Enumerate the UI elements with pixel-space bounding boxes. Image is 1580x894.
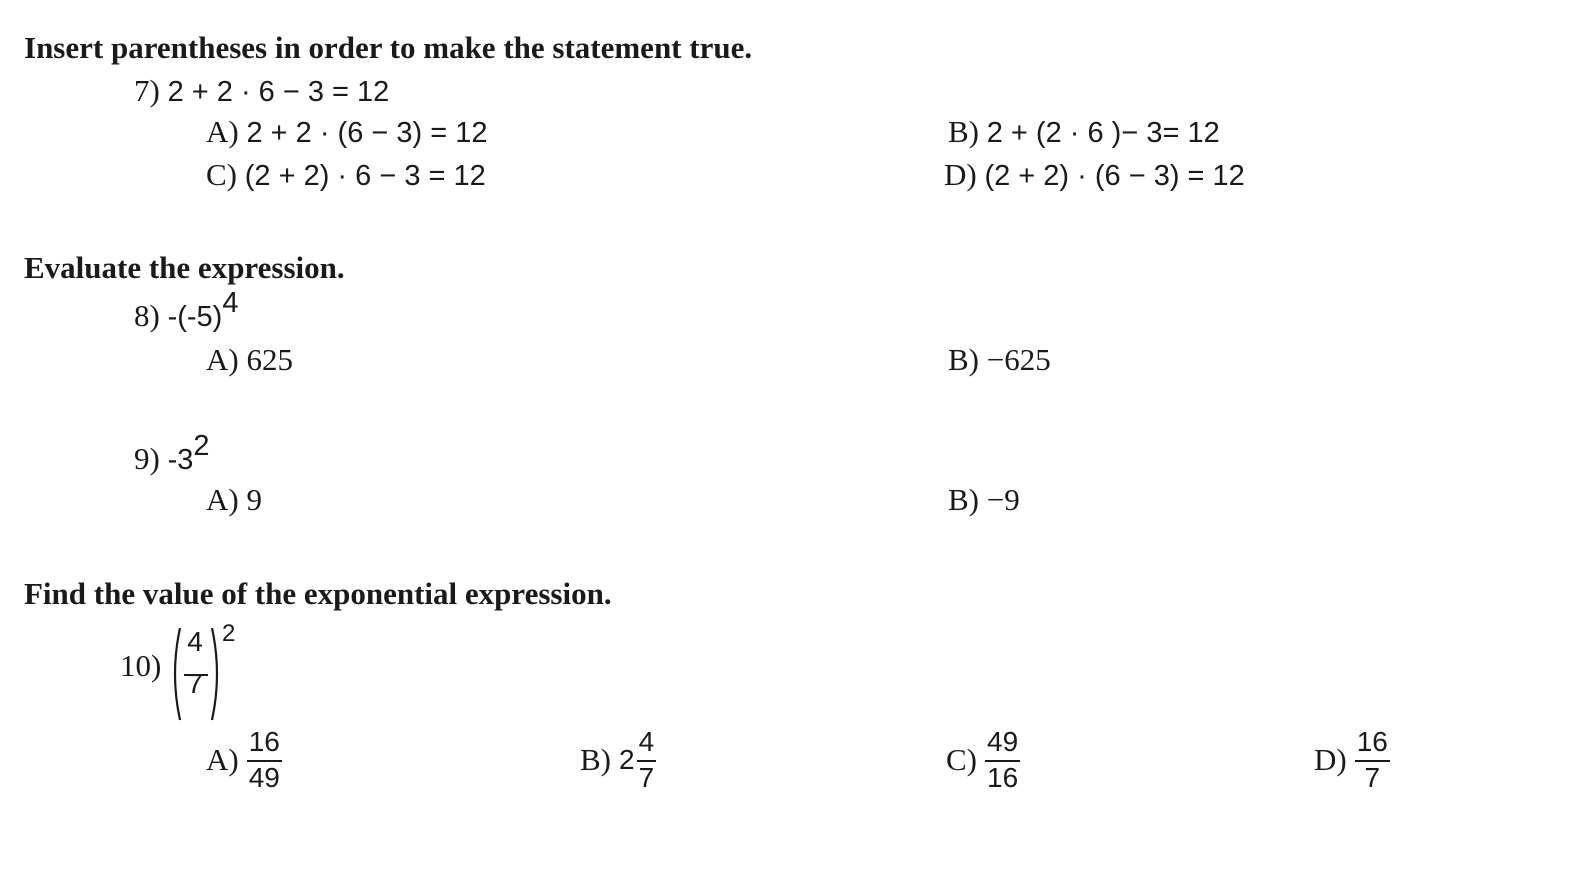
problem-base: -(-5) bbox=[167, 301, 223, 333]
problem-9 bbox=[134, 430, 210, 477]
option-text: 2 + (2 · 6 )− 3= 12 bbox=[986, 117, 1220, 149]
option-8b[interactable] bbox=[948, 342, 1051, 378]
right-paren bbox=[212, 628, 217, 720]
option-label: A) bbox=[206, 742, 239, 777]
option-text: 2 + 2 · (6 − 3) = 12 bbox=[246, 117, 488, 149]
option-denominator: 7 bbox=[638, 761, 655, 793]
section-heading-evaluate: Evaluate the expression. bbox=[24, 250, 345, 285]
option-text: (2 + 2) · (6 − 3) = 12 bbox=[984, 160, 1245, 192]
problem-number: 10) bbox=[120, 648, 162, 683]
option-text: (2 + 2) · 6 − 3 = 12 bbox=[244, 160, 486, 192]
option-whole: 2 bbox=[619, 744, 635, 775]
option-8a[interactable] bbox=[206, 342, 293, 378]
option-7d[interactable] bbox=[944, 157, 1245, 193]
fraction-denominator: 7 bbox=[187, 668, 203, 699]
problem-number: 9) bbox=[134, 441, 160, 476]
option-label: C) bbox=[206, 157, 237, 192]
problem-10 bbox=[120, 648, 161, 684]
section-heading-exponential: Find the value of the exponential expression. bbox=[24, 576, 612, 611]
option-label: B) bbox=[580, 742, 611, 777]
option-denominator: 7 bbox=[1364, 761, 1381, 793]
option-label: A) bbox=[206, 114, 239, 149]
option-numerator: 16 bbox=[247, 727, 282, 761]
option-10b[interactable] bbox=[580, 722, 656, 798]
option-9a[interactable] bbox=[206, 482, 262, 518]
option-label: C) bbox=[946, 742, 977, 777]
problem-8 bbox=[134, 287, 239, 334]
option-numerator: 16 bbox=[1355, 727, 1390, 761]
option-7a[interactable] bbox=[206, 114, 487, 150]
option-7b[interactable] bbox=[948, 114, 1220, 150]
option-denominator: 16 bbox=[987, 761, 1019, 793]
option-text: 9 bbox=[246, 482, 262, 517]
option-label: B) bbox=[948, 482, 979, 517]
option-fraction bbox=[1355, 727, 1390, 792]
problem-number: 8) bbox=[134, 298, 160, 333]
option-10c[interactable] bbox=[946, 722, 1020, 798]
problem-7 bbox=[134, 73, 389, 109]
section-heading-insert-parentheses: Insert parentheses in order to make the statement true. bbox=[24, 30, 753, 65]
option-text: −9 bbox=[986, 482, 1020, 517]
option-text: 625 bbox=[246, 342, 293, 377]
problem-number: 7) bbox=[134, 73, 160, 108]
problem-exponent: 2 bbox=[193, 430, 210, 462]
option-7c[interactable] bbox=[206, 157, 486, 193]
option-label: D) bbox=[944, 157, 977, 192]
option-10d[interactable] bbox=[1314, 722, 1390, 798]
option-numerator: 4 bbox=[637, 727, 657, 761]
option-label: A) bbox=[206, 342, 239, 377]
option-numerator: 49 bbox=[985, 727, 1020, 761]
option-fraction bbox=[637, 727, 657, 792]
option-9b[interactable] bbox=[948, 482, 1020, 518]
problem-exponent: 2 bbox=[222, 620, 236, 647]
problem-base: -3 bbox=[167, 444, 194, 476]
fraction-numerator: 4 bbox=[187, 626, 203, 657]
problem-exponent: 4 bbox=[222, 287, 239, 319]
problem-expression: 2 + 2 · 6 − 3 = 12 bbox=[167, 76, 390, 108]
option-label: A) bbox=[206, 482, 239, 517]
option-10a[interactable] bbox=[206, 722, 282, 798]
option-label: D) bbox=[1314, 742, 1347, 777]
option-label: B) bbox=[948, 342, 979, 377]
option-fraction bbox=[247, 727, 282, 792]
option-text: −625 bbox=[986, 342, 1051, 377]
option-fraction bbox=[985, 727, 1020, 792]
left-paren bbox=[175, 628, 180, 720]
option-denominator: 49 bbox=[248, 761, 280, 793]
option-label: B) bbox=[948, 114, 979, 149]
